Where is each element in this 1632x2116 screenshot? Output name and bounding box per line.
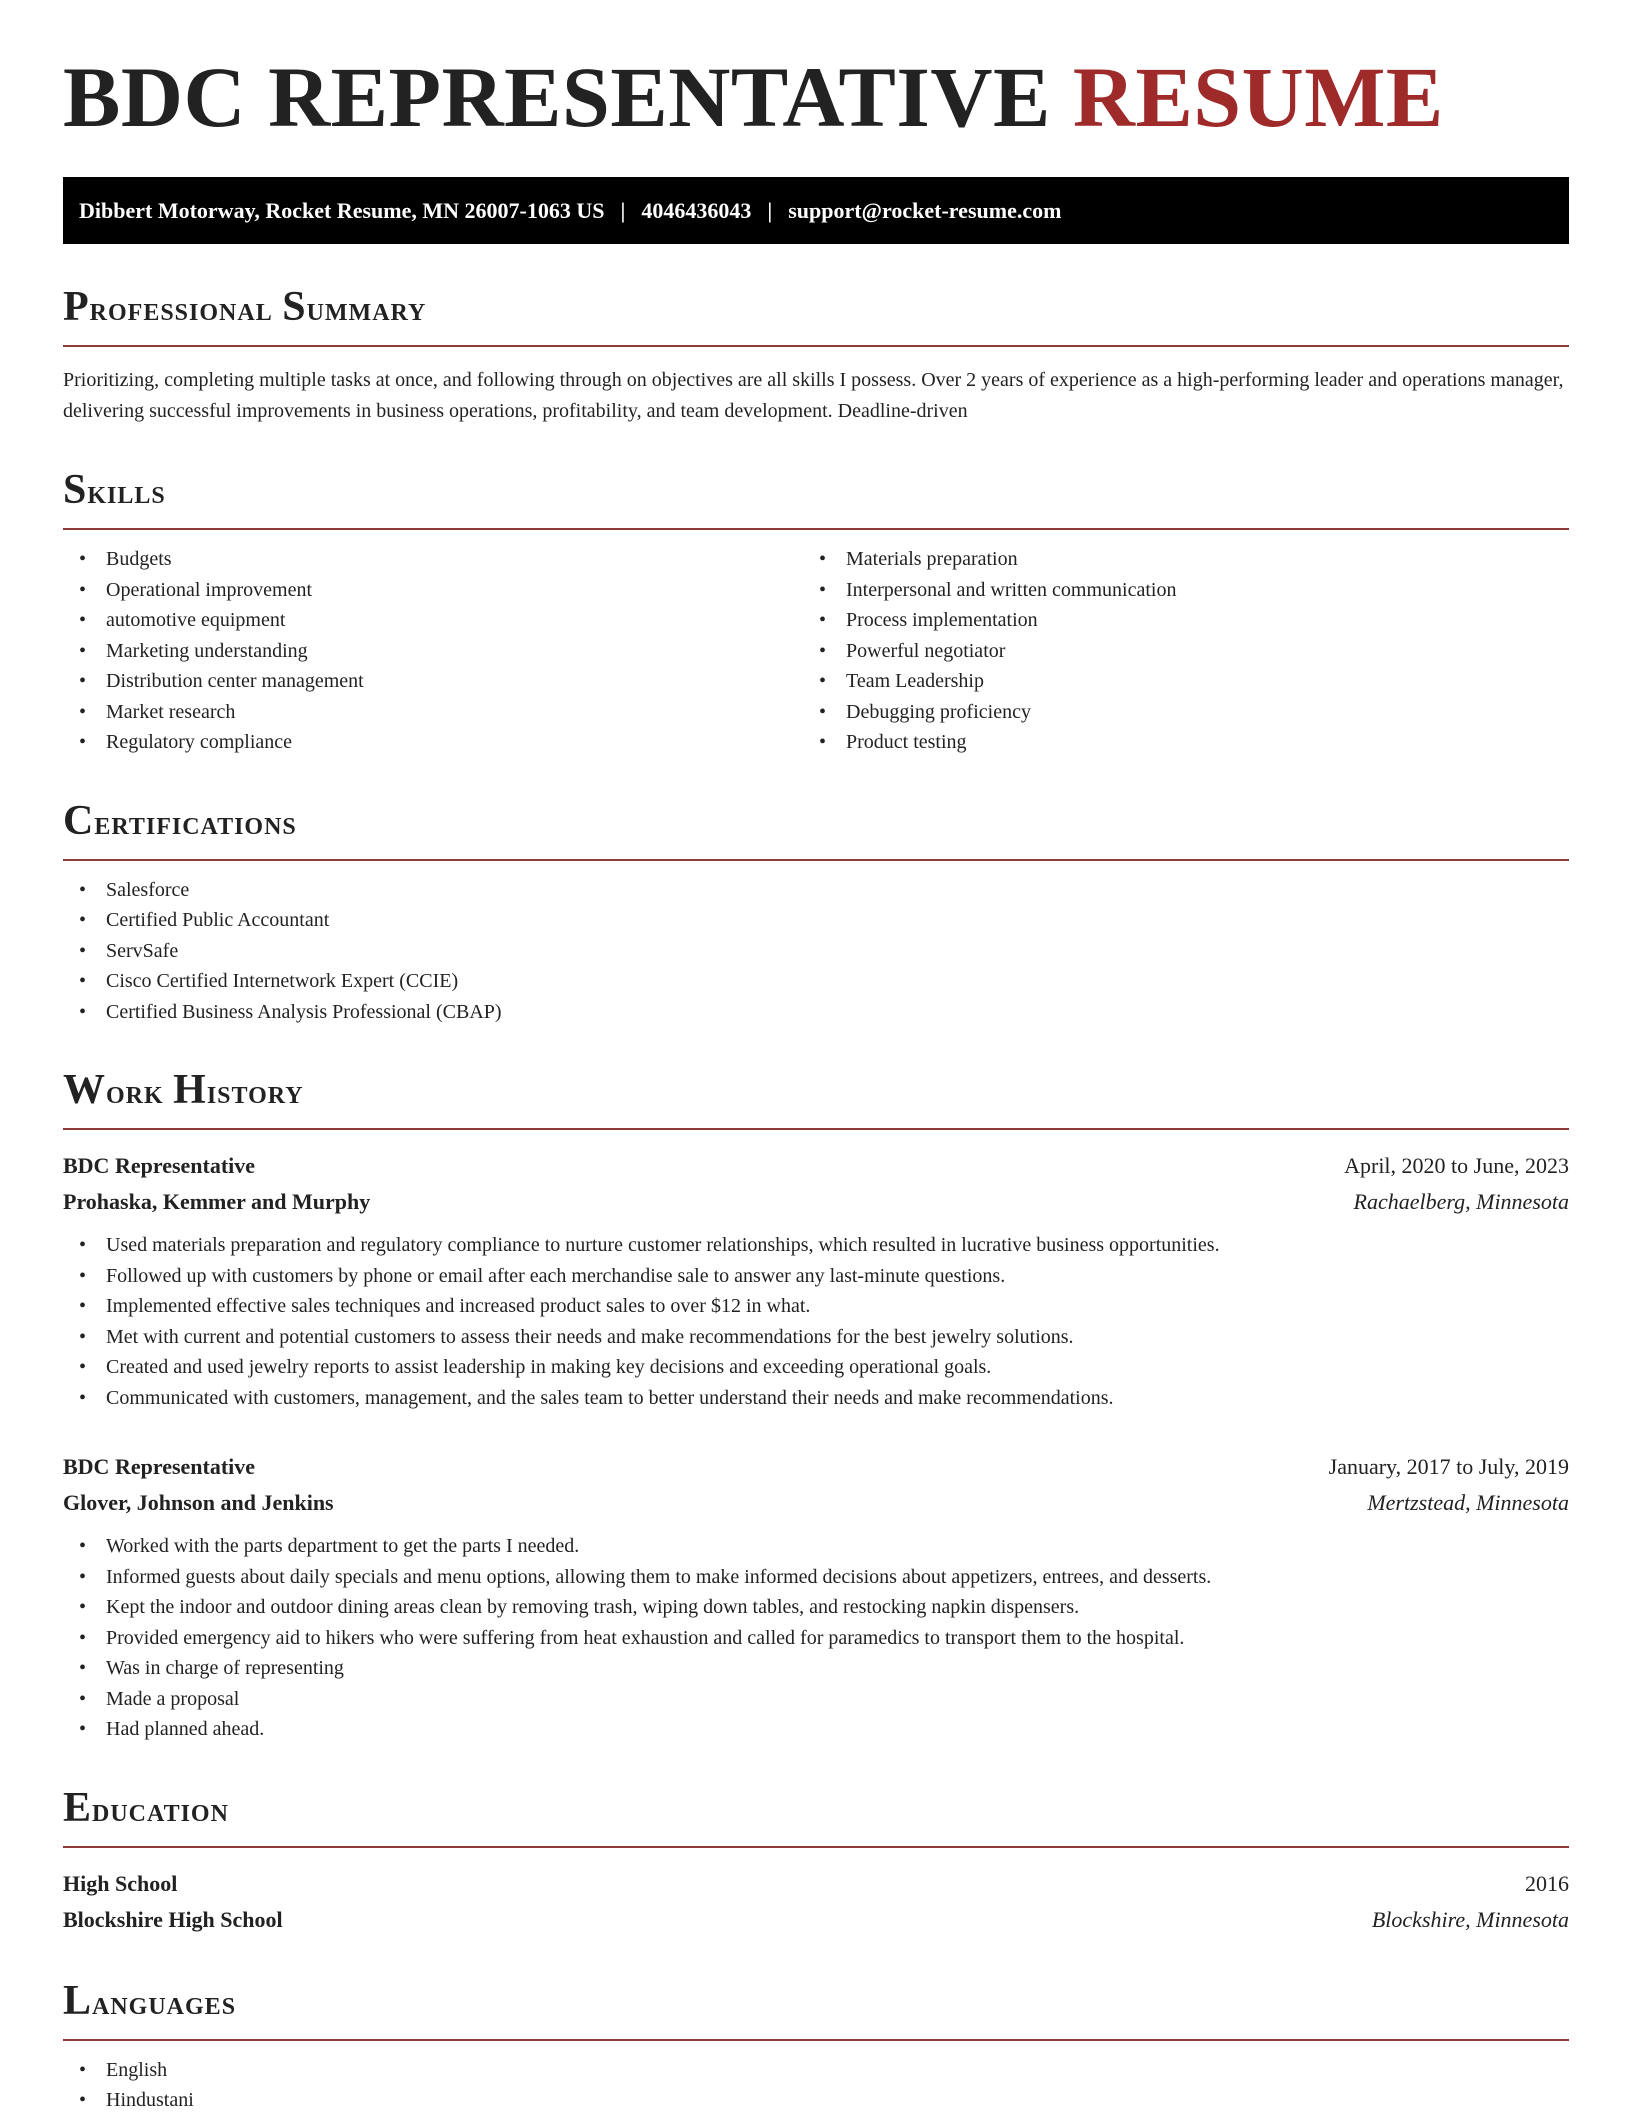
contact-address: Dibbert Motorway, Rocket Resume, MN 26007-1063 US xyxy=(79,197,605,223)
skills-grid xyxy=(63,530,1569,758)
job-header-row xyxy=(63,1148,1569,1184)
skill-item: • automotive equipment xyxy=(63,605,803,636)
education-year: 2016 xyxy=(1525,1870,1569,1896)
contact-separator: | xyxy=(767,197,773,223)
job-duty: • Informed guests about daily specials and menu options, allowing them to make informed decisions about appetizers, entrees, and desserts. xyxy=(63,1562,1569,1593)
education-header-row xyxy=(63,1866,1569,1902)
skill-item: • Product testing xyxy=(803,727,1543,758)
education-location: Blockshire, Minnesota xyxy=(1371,1906,1569,1932)
section-heading-text: Certifications xyxy=(63,797,297,844)
job-duty: • Met with current and potential customers to assess their needs and make recommendations for the best jewelry solutions. xyxy=(63,1322,1569,1353)
certification-item: • Cisco Certified Internetwork Expert (CCIE) xyxy=(63,966,1569,997)
languages-section xyxy=(63,1977,1569,2116)
skills-list-right xyxy=(803,544,1543,758)
skill-item: • Debugging proficiency xyxy=(803,697,1543,728)
skill-item: • Materials preparation xyxy=(803,544,1543,575)
contact-bar xyxy=(63,177,1569,244)
job-duty: • Made a proposal xyxy=(63,1684,1569,1715)
certification-item: • Salesforce xyxy=(63,875,1569,906)
section-heading xyxy=(63,286,1569,347)
section-heading-text: Skills xyxy=(63,467,166,513)
job-role: BDC Representative xyxy=(63,1454,256,1479)
job-duty: • Implemented effective sales techniques and increased product sales to over $12 in what. xyxy=(63,1291,1569,1322)
title-main: BDC REPRESENTATIVE xyxy=(63,49,1051,145)
section-heading xyxy=(63,1784,1569,1848)
job-entry xyxy=(63,1148,1569,1413)
job-duties-list xyxy=(63,1531,1569,1745)
certification-item: • ServSafe xyxy=(63,936,1569,967)
languages-list xyxy=(63,2055,1569,2116)
section-heading xyxy=(63,1069,1569,1130)
section-heading-text: Professional Summary xyxy=(63,284,427,330)
job-dates: January, 2017 to July, 2019 xyxy=(1328,1454,1569,1479)
education-entry xyxy=(63,1866,1569,1938)
summary-section xyxy=(63,286,1569,427)
education-school: Blockshire High School xyxy=(63,1906,283,1932)
skill-item: • Operational improvement xyxy=(63,575,803,606)
skill-item: • Regulatory compliance xyxy=(63,727,803,758)
title-accent: RESUME xyxy=(1072,49,1444,145)
education-school-row xyxy=(63,1902,1569,1938)
job-duty: • Was in charge of representing xyxy=(63,1653,1569,1684)
job-duty: • Kept the indoor and outdoor dining areas clean by removing trash, wiping down tables, and restocking napkin dispensers. xyxy=(63,1592,1569,1623)
skill-item: • Marketing understanding xyxy=(63,636,803,667)
job-role: BDC Representative xyxy=(63,1153,256,1178)
job-duty: • Worked with the parts department to get the parts I needed. xyxy=(63,1531,1569,1562)
contact-email: support@rocket-resume.com xyxy=(788,197,1062,223)
job-location: Mertzstead, Minnesota xyxy=(1367,1490,1569,1515)
certification-item: • Certified Public Accountant xyxy=(63,905,1569,936)
job-duty: • Had planned ahead. xyxy=(63,1714,1569,1745)
skill-item: • Distribution center management xyxy=(63,666,803,697)
section-heading-text: Work History xyxy=(63,1067,304,1113)
resume-title xyxy=(63,49,1569,145)
job-location: Rachaelberg, Minnesota xyxy=(1353,1189,1569,1214)
education-section xyxy=(63,1784,1569,1938)
contact-separator: | xyxy=(620,197,626,223)
summary-text: Prioritizing, completing multiple tasks at once, and following through on objectives are all skills I possess. Over 2 years of experience as a high-performing leader and operations manager, delivering successful improvements in business operations, profitability, and team development. Deadline-driven xyxy=(63,369,1564,422)
job-company-row xyxy=(63,1485,1569,1521)
work-history-section xyxy=(63,1069,1569,1745)
section-heading xyxy=(63,1977,1569,2041)
skill-item: • Budgets xyxy=(63,544,803,575)
skills-section xyxy=(63,469,1569,758)
language-item: • English xyxy=(63,2055,1569,2086)
certifications-list xyxy=(63,875,1569,1028)
job-duties-list xyxy=(63,1230,1569,1413)
section-heading-text: Education xyxy=(63,1784,229,1831)
certifications-section xyxy=(63,797,1569,1028)
language-item: • Hindustani xyxy=(63,2085,1569,2116)
job-entry xyxy=(63,1449,1569,1745)
skill-item: • Powerful negotiator xyxy=(803,636,1543,667)
skills-list-left xyxy=(63,544,803,758)
job-duty: • Used materials preparation and regulatory compliance to nurture customer relationships, which resulted in lucrative business opportunities. xyxy=(63,1230,1569,1261)
education-degree: High School xyxy=(63,1870,178,1896)
job-duty: • Communicated with customers, management, and the sales team to better understand their needs and make recommendations. xyxy=(63,1383,1569,1414)
job-dates: April, 2020 to June, 2023 xyxy=(1344,1153,1569,1178)
skill-item: • Process implementation xyxy=(803,605,1543,636)
section-heading xyxy=(63,797,1569,861)
certification-item: • Certified Business Analysis Professional (CBAP) xyxy=(63,997,1569,1028)
job-header-row xyxy=(63,1449,1569,1485)
skill-item: • Interpersonal and written communication xyxy=(803,575,1543,606)
section-heading-text: Languages xyxy=(63,1977,237,2024)
job-duty: • Followed up with customers by phone or email after each merchandise sale to answer any last-minute questions. xyxy=(63,1261,1569,1292)
skill-item: • Team Leadership xyxy=(803,666,1543,697)
contact-phone: 4046436043 xyxy=(641,197,752,223)
section-heading xyxy=(63,469,1569,530)
job-duty: • Provided emergency aid to hikers who were suffering from heat exhaustion and called for paramedics to transport them to the hospital. xyxy=(63,1623,1569,1654)
job-company-row xyxy=(63,1184,1569,1220)
skill-item: • Market research xyxy=(63,697,803,728)
job-duty: • Created and used jewelry reports to assist leadership in making key decisions and exceeding operational goals. xyxy=(63,1352,1569,1383)
job-company: Prohaska, Kemmer and Murphy xyxy=(63,1189,371,1214)
job-company: Glover, Johnson and Jenkins xyxy=(63,1490,334,1515)
